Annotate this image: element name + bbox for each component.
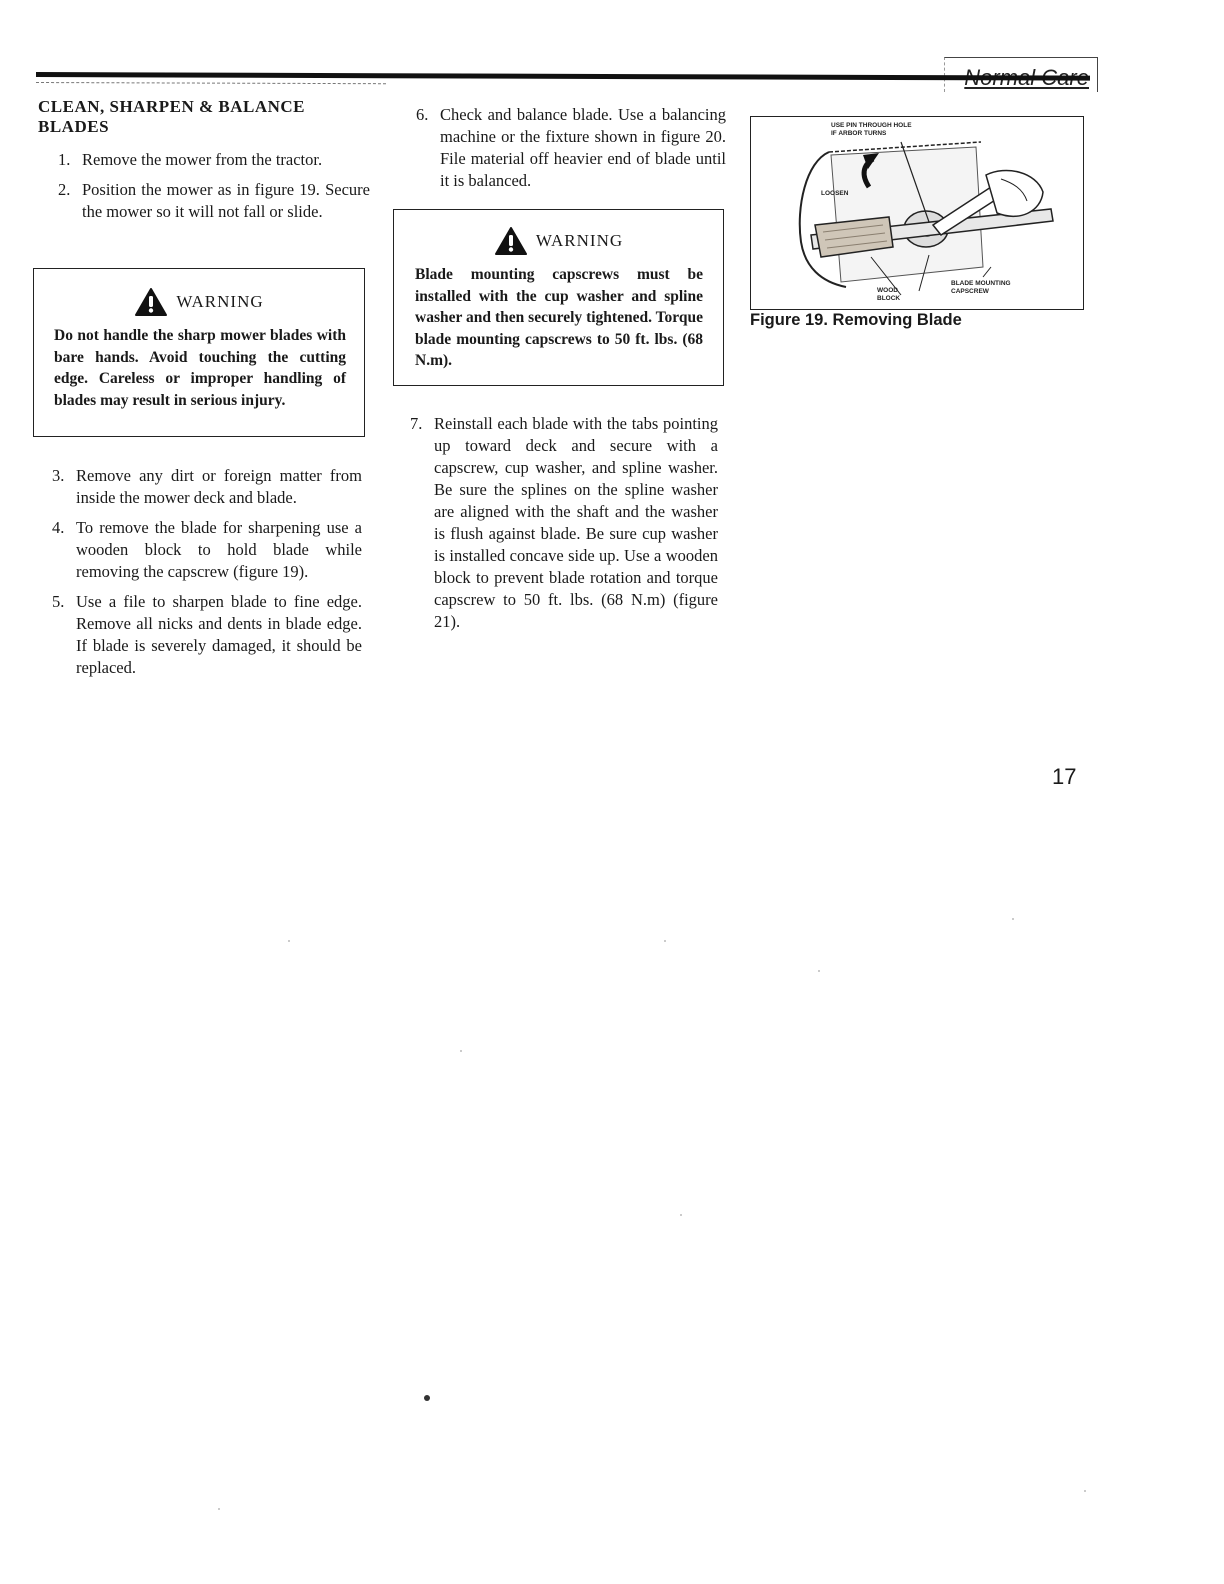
step-number: 7. — [410, 414, 423, 433]
step-number: 5. — [52, 592, 65, 611]
warning-box-capscrews — [393, 209, 724, 386]
page-number: 17 — [1052, 764, 1077, 789]
scan-speck — [664, 940, 666, 942]
figure-label-wood: WOOD — [877, 287, 898, 294]
step-3 — [52, 465, 362, 509]
warning-header — [394, 226, 723, 256]
figure-label-capscrew: CAPSCREW — [951, 288, 989, 295]
step-number: 6. — [416, 105, 429, 124]
step-number: 4. — [52, 518, 65, 537]
step-text: Use a file to sharpen blade to fine edge. Remove all nicks and dents in blade edge. If blade is severely damaged, it should be replaced. — [76, 592, 362, 677]
step-text: Remove the mower from the tractor. — [82, 150, 323, 169]
warning-triangle-icon — [134, 287, 168, 317]
figure-caption: Figure 19. Removing Blade — [750, 311, 962, 329]
step-6 — [416, 104, 726, 192]
step-text: Remove any dirt or foreign matter from inside the mower deck and blade. — [76, 466, 362, 507]
step-5 — [52, 591, 362, 679]
warning-triangle-icon — [494, 226, 528, 256]
step-number: 1. — [58, 150, 71, 169]
step-2 — [58, 179, 370, 223]
warning-text: Do not handle the sharp mower blades with bare hands. Avoid touching the cutting edge. Careless or improper handling of blades may result in serious injury. — [54, 327, 346, 409]
scan-speck — [218, 1508, 220, 1510]
section-heading-line-1: CLEAN, SHARPEN & BALANCE — [38, 97, 306, 116]
figure-19 — [750, 116, 1084, 310]
step-text: To remove the blade for sharpening use a wooden block to hold blade while removing the capscrew (figure 19). — [76, 518, 362, 581]
step-text: Reinstall each blade with the tabs pointing up toward deck and secure with a capscrew, cup washer, and spline washer. Be sure the splines on the spline washer are aligned with the shaft and the washer is flush against blade. Be sure cup washer is installed concave side up. Use a wooden block to prevent blade rotation and torque capscrew to 50 ft. lbs. (68 N.m) (figure 21). — [434, 414, 718, 631]
scan-speck — [1012, 918, 1014, 920]
left-column-steps — [52, 465, 362, 687]
middle-column-step6 — [416, 104, 726, 200]
left-column — [38, 97, 370, 231]
section-title: Normal Care — [964, 65, 1089, 90]
header-rule-dashed — [36, 82, 386, 84]
scan-speck — [680, 1214, 682, 1216]
step-text: Check and balance blade. Use a balancing machine or the fixture shown in figure 20. File material off heavier end of blade until it is balanced. — [440, 105, 726, 190]
figure-label-block: BLOCK — [877, 295, 901, 302]
scan-speck — [288, 940, 290, 942]
figure-label-blade-mounting: BLADE MOUNTING — [951, 280, 1011, 287]
step-7 — [410, 413, 718, 633]
step-4 — [52, 517, 362, 583]
removing-blade-illustration — [751, 117, 1083, 309]
figure-label-arbor: IF ARBOR TURNS — [831, 130, 887, 137]
scan-speck — [424, 1395, 430, 1401]
scan-speck — [460, 1050, 462, 1052]
step-text: Position the mower as in figure 19. Secure the mower so it will not fall or slide. — [82, 180, 370, 221]
step-1 — [58, 149, 370, 171]
header-rule — [36, 72, 1090, 81]
scan-speck — [818, 970, 820, 972]
step-number: 2. — [58, 180, 71, 199]
warning-label: WARNING — [535, 231, 624, 250]
figure-label-loosen: LOOSEN — [821, 190, 849, 197]
section-heading — [38, 97, 370, 137]
warning-header — [34, 287, 364, 317]
warning-text: Blade mounting capscrews must be installed with the cup washer and spline washer and then securely tightened. Torque blade mounting capscrews to 50 ft. lbs. (68 N.m). — [415, 266, 703, 369]
warning-box-blades — [33, 268, 365, 437]
scan-speck — [1084, 1490, 1086, 1492]
figure-label-pin: USE PIN THROUGH HOLE — [831, 122, 912, 129]
section-heading-line-2: BLADES — [38, 117, 110, 136]
middle-column-step7 — [410, 413, 718, 641]
step-number: 3. — [52, 466, 65, 485]
warning-label: WARNING — [176, 292, 264, 311]
